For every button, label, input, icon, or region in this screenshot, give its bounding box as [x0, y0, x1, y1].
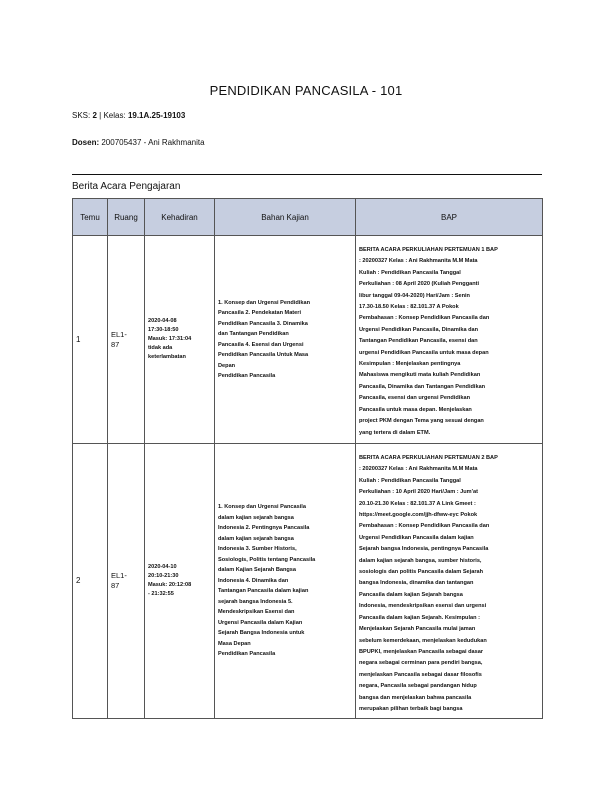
cell-temu: 2: [73, 444, 108, 719]
class-info: [72, 111, 185, 120]
header-temu: Temu: [73, 199, 108, 236]
section-divider: [72, 174, 542, 175]
cell-kehadiran: 2020-04-08 17:30-18:50 Masuk: 17:31:04 tidak ada keterlambatan: [145, 236, 215, 444]
page-title: PENDIDIKAN PANCASILA - 101: [209, 83, 403, 98]
table-row: [73, 444, 543, 719]
header-kehadiran: Kehadiran: [145, 199, 215, 236]
header-bap: BAP: [356, 199, 543, 236]
section-title: Berita Acara Pengajaran: [72, 181, 181, 192]
cell-bahan-kajian: 1. Konsep dan Urgensi Pancasila dalam kajian sejarah bangsa Indonesia 2. Pentingnya Pancasila dalam kajian sejarah bangsa Indonesia 3. Sumber Historis, Sosiologis, Politis tentang Pancasila dalam Kajian Sejarah Bangsa Indonesia 4. Dinamika dan Tantangan Pancasila dalam kajian sejarah bangsa Indonesia 5. Mendeskripsikan Esensi dan Urgensi Pancasila dalam Kajian Sejarah Bangsa Indonesia untuk Masa Depan Pendidikan Pancasila: [215, 444, 356, 719]
cell-bap: BERITA ACARA PERKULIAHAN PERTEMUAN 2 BAP : 20200327 Kelas : Ani Rakhmanita M.M Mata Kuliah : Pendidikan Pancasila Tanggal Perkuliahan : 10 April 2020 Hari/Jam : Jum'at 20.10-21.30 Kelas : 82.101.37 A Link Gmeet : https://meet.google.com/jjh-dfww-eyc Pokok Pembahasan : Konsep Pendidikan Pancasila dan Urgensi Pendidikan Pancasila dalam kajian Sejarah bangsa Indonesia, pentingnya Pancasila dalam kajian sejarah bangsa, sumber historis, sosiologis dan politis Pancasila dalam Sejarah bangsa Indonesia, dinamika dan tantangan Pancasila dalam kajian Sejarah bangsa Indonesia, mendeskripsikan esensi dan urgensi Pancasila dalam kajian Sejarah. Kesimpulan : Menjelaskan Sejarah Pancasila mulai jaman sebelum kemerdekaan, menjelaskan kedudukan BPUPKI, menjelaskan Pancasila sebagai dasar negara sebagai cerminan para pendiri bangsa, menjelaskan Pancasila sebagai dasar filosofis negara, Pancasila sebagai pandangan hidup bangsa dan menjelaskan bahwa pancasila merupakan pilihan terbaik bagi bangsa: [356, 444, 543, 719]
cell-ruang: EL1- 87: [108, 236, 145, 444]
header-ruang: Ruang: [108, 199, 145, 236]
kelas-label: | Kelas:: [99, 111, 126, 120]
table-row: [73, 236, 543, 444]
cell-temu: 1: [73, 236, 108, 444]
sks-label: SKS:: [72, 111, 91, 120]
cell-bap: BERITA ACARA PERKULIAHAN PERTEMUAN 1 BAP : 20200327 Kelas : Ani Rakhmanita M.M Mata Kuliah : Pendidikan Pancasila Tanggal Perkuliahan : 08 April 2020 (Kuliah Pengganti libur tanggal 09-04-2020) Hari/Jam : Senin 17.30-18.50 Kelas : 82.101.37 A Pokok Pembahasan : Konsep Pendidikan Pancasila dan Urgensi Pendidikan Pancasila, Dinamika dan Tantangan Pendidikan Pancasila, esensi dan urgensi Pendidikan Pancasila untuk masa depan Kesimpulan : Menjelaskan pentingnya Mahasiswa mengikuti mata kuliah Pendidikan Pancasila, Dinamika dan Tantangan Pendidikan Pancasila, esensi dan urgensi Pendidikan Pancasila untuk masa depan. Menjelaskan project PKM dengan Tema yang sesuai dengan yang tertera di dalam ETM.: [356, 236, 543, 444]
table-header-row: [73, 199, 543, 236]
dosen-label: Dosen:: [72, 138, 100, 147]
cell-kehadiran: 2020-04-10 20:10-21:30 Masuk: 20:12:08 - 21:32:55: [145, 444, 215, 719]
cell-ruang: EL1- 87: [108, 444, 145, 719]
dosen-value: 200705437 - Ani Rakhmanita: [101, 138, 205, 147]
cell-bahan-kajian: 1. Konsep dan Urgensi Pendidikan Pancasila 2. Pendekatan Materi Pendidikan Pancasila 3. Dinamika dan Tantangan Pendidikan Pancasila 4. Esensi dan Urgensi Pendidikan Pancasila Untuk Masa Depan Pendidikan Pancasila: [215, 236, 356, 444]
teaching-record-table: [72, 198, 543, 719]
lecturer-info: [72, 138, 205, 147]
kelas-value: 19.1A.25-19103: [127, 111, 186, 120]
header-bahan-kajian: Bahan Kajian: [215, 199, 356, 236]
sks-value: 2: [92, 111, 97, 120]
